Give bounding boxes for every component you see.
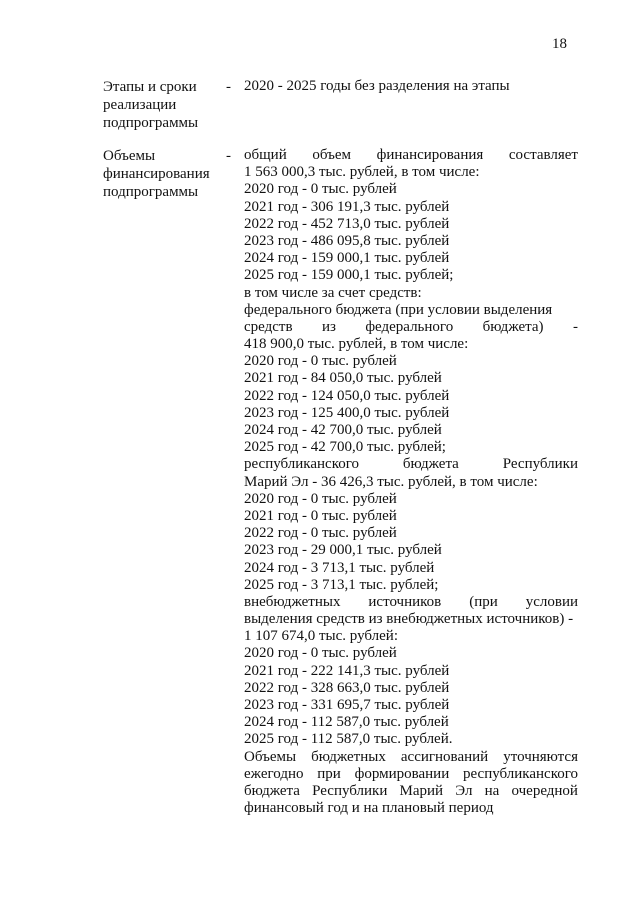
stages-label-line: подпрограммы: [103, 115, 199, 131]
funding-label: [103, 147, 221, 201]
extra-budget-line: выделения средств из внебюджетных источников) -: [244, 611, 574, 628]
word: из: [321, 318, 336, 335]
word: составляет: [508, 147, 578, 163]
funding-label-line: финансирования: [103, 166, 210, 182]
year-line: 2025 год - 159 000,1 тыс. рублей;: [244, 267, 454, 284]
year-line: 2021 год - 306 191,3 тыс. рублей: [244, 198, 450, 215]
word: внебюджетных: [244, 593, 341, 610]
year-line: 2024 год - 159 000,1 тыс. рублей: [244, 250, 450, 267]
year-line: 2022 год - 124 050,0 тыс. рублей: [244, 387, 450, 404]
funding-label-line: подпрограммы: [103, 184, 199, 200]
year-line: 2025 год - 3 713,1 тыс. рублей;: [244, 576, 439, 593]
word: бюджета): [482, 318, 544, 335]
page-number: 18: [552, 36, 567, 52]
word: финансирования: [376, 147, 484, 163]
note-line: [244, 783, 578, 800]
word: уточняются: [503, 748, 578, 765]
stages-label: [103, 78, 221, 132]
funding-total-intro: [244, 147, 578, 164]
republic-budget-line: [244, 456, 578, 473]
year-line: 2023 год - 486 095,8 тыс. рублей: [244, 232, 450, 249]
word: Республики: [312, 782, 388, 799]
year-line: 2020 год - 0 тыс. рублей: [244, 645, 397, 662]
word: общий: [244, 147, 287, 163]
word: федерального: [365, 318, 454, 335]
year-line: 2023 год - 29 000,1 тыс. рублей: [244, 542, 442, 559]
federal-budget-line: [244, 319, 578, 336]
word: бюджета: [244, 782, 300, 799]
word: республиканского: [463, 765, 578, 782]
word: -: [572, 318, 578, 335]
stages-dash: -: [226, 79, 231, 95]
note-line: [244, 766, 578, 783]
year-line: 2021 год - 84 050,0 тыс. рублей: [244, 370, 442, 387]
funding-dash: -: [226, 148, 231, 164]
word: условии: [525, 593, 578, 610]
word: (при: [469, 593, 498, 610]
stages-value-line: 2020 - 2025 годы без разделения на этапы: [244, 78, 510, 94]
word: республиканского: [244, 456, 359, 473]
year-line: 2020 год - 0 тыс. рублей: [244, 181, 397, 198]
year-line: 2022 год - 452 713,0 тыс. рублей: [244, 215, 450, 232]
stages-value: [244, 78, 578, 95]
federal-budget-total: 418 900,0 тыс. рублей, в том числе:: [244, 336, 469, 353]
year-line: 2022 год - 0 тыс. рублей: [244, 525, 397, 542]
word: бюджетных: [311, 748, 386, 765]
word: ассигнований: [400, 748, 489, 765]
stages-label-line: Этапы и сроки: [103, 79, 197, 95]
year-line: 2024 год - 42 700,0 тыс. рублей: [244, 422, 442, 438]
funding-total: 1 563 000,3 тыс. рублей, в том числе:: [244, 164, 480, 181]
word: бюджета: [402, 456, 459, 473]
funding-content: [244, 147, 578, 817]
year-line: 2023 год - 125 400,0 тыс. рублей: [244, 404, 450, 421]
word: объем: [312, 147, 352, 163]
word: Марий: [399, 782, 444, 799]
year-line: 2025 год - 42 700,0 тыс. рублей;: [244, 439, 446, 456]
note-line: [244, 749, 578, 766]
word: формировании: [354, 765, 450, 782]
word: источников: [368, 593, 442, 610]
funding-label-line: Объемы: [103, 148, 156, 164]
extra-budget-total: 1 107 674,0 тыс. рублей:: [244, 628, 398, 645]
word: Эл: [455, 782, 473, 799]
federal-budget-line: федерального бюджета (при условии выделения: [244, 301, 553, 318]
year-line: 2021 год - 222 141,3 тыс. рублей: [244, 662, 450, 679]
republic-budget-total: Марий Эл - 36 426,3 тыс. рублей, в том числе:: [244, 473, 538, 490]
year-line: 2025 год - 112 587,0 тыс. рублей.: [244, 731, 453, 748]
word: Объемы: [244, 748, 297, 765]
sources-intro: в том числе за счет средств:: [244, 284, 422, 301]
stages-label-line: реализации: [103, 97, 177, 113]
word: очередной: [511, 782, 578, 799]
word: средств: [244, 318, 293, 335]
year-line: 2020 год - 0 тыс. рублей: [244, 490, 397, 507]
year-line: 2024 год - 112 587,0 тыс. рублей: [244, 714, 449, 731]
word: на: [484, 782, 500, 799]
word: ежегодно: [244, 765, 304, 782]
year-line: 2023 год - 331 695,7 тыс. рублей: [244, 697, 450, 713]
word: Республики: [502, 456, 578, 473]
year-line: 2024 год - 3 713,1 тыс. рублей: [244, 559, 435, 576]
year-line: 2022 год - 328 663,0 тыс. рублей: [244, 679, 450, 696]
note-line: финансовый год и на плановый период: [244, 800, 494, 817]
year-line: 2020 год - 0 тыс. рублей: [244, 353, 397, 370]
year-line: 2021 год - 0 тыс. рублей: [244, 507, 397, 524]
extra-budget-line: [244, 594, 578, 611]
word: при: [317, 765, 341, 782]
